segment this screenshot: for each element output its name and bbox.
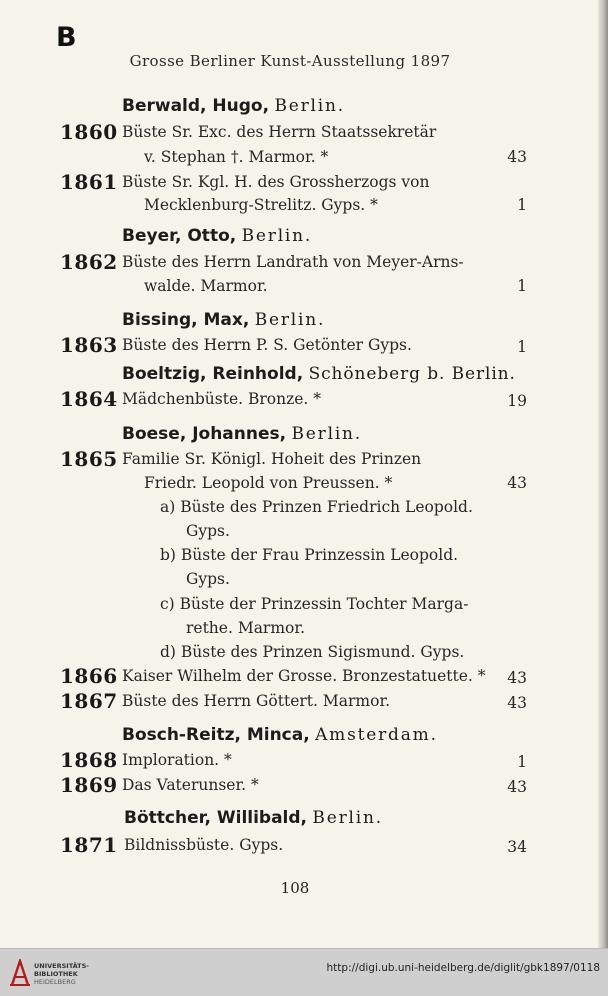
entry-text: Büste des Herrn P. S. Getönter Gyps. (122, 336, 412, 354)
entry-text: Büste des Herrn Göttert. Marmor. (122, 692, 391, 710)
catalog-number: 1864 (60, 387, 118, 411)
catalog-number: 1860 (60, 120, 118, 144)
page-ref: 1 (517, 196, 527, 214)
artist-name: Boeltzig, Reinhold, Schöneberg b. Berlin. (122, 364, 516, 384)
catalog-number: 1866 (60, 664, 118, 688)
catalog-number: 1871 (60, 833, 118, 857)
permalink-url[interactable]: http://digi.ub.uni-heidelberg.de/diglit/gbk1897/0118 (326, 962, 600, 974)
catalog-number: 1865 (60, 447, 118, 471)
entry-text: v. Stephan †. Marmor. * (144, 148, 329, 166)
entry-text: Mädchenbüste. Bronze. * (122, 390, 322, 408)
catalog-number: 1869 (60, 773, 118, 797)
sub-item: d) Büste des Prinzen Sigismund. Gyps. (160, 643, 465, 661)
artist-name: Bissing, Max, Berlin. (122, 310, 326, 330)
page-ref: 43 (507, 694, 527, 712)
artist-name: Böttcher, Willibald, Berlin. (124, 808, 383, 828)
entry-text: Kaiser Wilhelm der Grosse. Bronzestatuette. * (122, 667, 486, 685)
artist-name: Berwald, Hugo, Berlin. (122, 96, 345, 116)
entry-text: Büste Sr. Exc. des Herrn Staatssekretär (122, 123, 437, 141)
page-ref: 1 (517, 338, 527, 356)
artist-name: Boese, Johannes, Berlin. (122, 424, 363, 444)
entry-text: Büste Sr. Kgl. H. des Grossherzogs von (122, 173, 430, 191)
artist-name: Bosch-Reitz, Minca, Amsterdam. (122, 725, 438, 745)
sub-item: b) Büste der Frau Prinzessin Leopold. (160, 546, 459, 564)
page-number: 108 (280, 879, 310, 897)
page-ref: 43 (507, 778, 527, 796)
entry-text: Das Vaterunser. * (122, 776, 259, 794)
library-name: UNIVERSITÄTS- BIBLIOTHEK HEIDELBERG (34, 962, 89, 986)
sub-item: rethe. Marmor. (186, 619, 306, 637)
viewer-footer (0, 948, 608, 996)
artist-name: Beyer, Otto, Berlin. (122, 226, 313, 246)
sub-item: a) Büste des Prinzen Friedrich Leopold. (160, 498, 473, 516)
page-ref: 43 (507, 148, 527, 166)
entry-text: walde. Marmor. (144, 277, 268, 295)
entry-text: Mecklenburg-Strelitz. Gyps. * (144, 196, 378, 214)
entry-text: Friedr. Leopold von Preussen. * (144, 474, 393, 492)
entry-text: Büste des Herrn Landrath von Meyer-Arns- (122, 253, 464, 271)
page-ref: 1 (517, 277, 527, 295)
page-ref: 43 (507, 669, 527, 687)
catalog-number: 1867 (60, 689, 118, 713)
entry-text: Imploration. * (122, 751, 232, 769)
sub-item: c) Büste der Prinzessin Tochter Marga- (160, 595, 469, 613)
page-ref: 1 (517, 753, 527, 771)
catalog-number: 1868 (60, 748, 118, 772)
entry-text: Familie Sr. Königl. Hoheit des Prinzen (122, 450, 422, 468)
library-logo-icon (8, 959, 32, 987)
page-ref: 19 (507, 392, 527, 410)
catalog-number: 1863 (60, 333, 118, 357)
page-ref: 34 (507, 838, 527, 856)
sub-item: Gyps. (186, 522, 230, 540)
section-letter: B (56, 22, 77, 53)
catalog-number: 1862 (60, 250, 118, 274)
catalog-number: 1861 (60, 170, 118, 194)
sub-item: Gyps. (186, 570, 230, 588)
entry-text: Bildnissbüste. Gyps. (124, 836, 284, 854)
running-header: Grosse Berliner Kunst-Ausstellung 1897 (129, 52, 451, 70)
page-ref: 43 (507, 474, 527, 492)
